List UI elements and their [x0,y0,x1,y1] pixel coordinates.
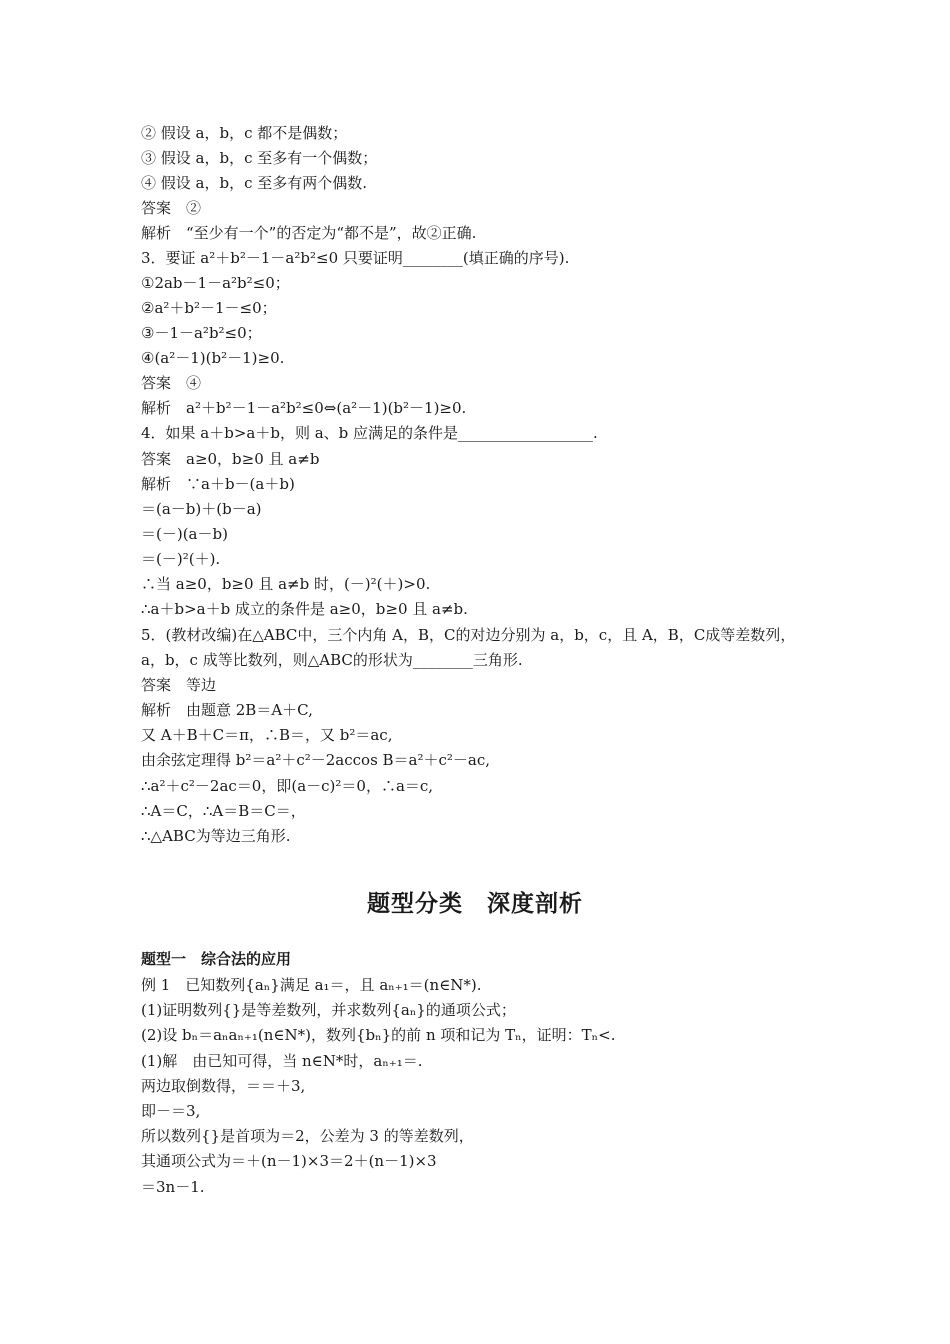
question-3: 3．要证 a²＋b²－1－a²b²≤0 只要证明________(填正确的序号). [141,249,570,267]
text-line: ④(a²－1)(b²－1)≥0. [141,349,285,367]
text-line: ∴当 a≥0，b≥0 且 a≠b 时，(－)²(＋)>0. [141,575,431,593]
analysis-line: 解析 a²＋b²－1－a²b²≤0⇔(a²－1)(b²－1)≥0. [141,399,467,417]
answer-line: 答案 a≥0，b≥0 且 a≠b [141,450,320,468]
text-line: (1)证明数列{}是等差数列，并求数列{aₙ}的通项公式； [141,1001,516,1019]
answer-line: 答案 ④ [141,374,202,392]
question-4: 4．如果 a＋b>a＋b，则 a、b 应满足的条件是__________________. [141,424,598,442]
text-line: ② 假设 a，b，c 都不是偶数； [141,124,348,142]
text-line: 两边取倒数得，＝＝＋3, [141,1077,306,1095]
text-line: (1)解 由已知可得，当 n∈N*时，aₙ₊₁＝. [141,1052,423,1070]
text-line: ＝3n－1. [141,1178,205,1196]
section-title: 题型分类 深度剖析 [367,891,583,917]
text-line: ∴a²＋c²－2ac＝0，即(a－c)²＝0，∴a＝c, [141,777,434,795]
text-line: ∴△ABC为等边三角形. [141,827,291,845]
text-line: ①2ab－1－a²b²≤0； [141,274,290,292]
text-line: ＝(a－b)＋(b－a) [141,500,262,518]
text-line: (2)设 bₙ＝aₙaₙ₊₁(n∈N*)，数列{bₙ}的前 n 项和记为 Tₙ，证明：Tₙ<. [141,1026,616,1044]
text-line: ③ 假设 a，b，c 至多有一个偶数； [141,149,378,167]
text-line: ②a²＋b²－1－≤0； [141,299,277,317]
text-line: ④ 假设 a，b，c 至多有两个偶数. [141,174,368,192]
answer-line: 答案 等边 [141,676,217,694]
text-line: 由余弦定理得 b²＝a²＋c²－2accos B＝a²＋c²－ac, [141,751,491,769]
text-line: a，b，c 成等比数列，则△ABC的形状为________三角形. [141,651,523,669]
text-line: 所以数列{}是首项为＝2，公差为 3 的等差数列， [141,1127,474,1145]
question-5: 5．(教材改编)在△ABC中，三个内角 A，B，C的对边分别为 a，b，c，且 A，B，C成等差数列， [141,626,796,644]
text-line: ∴a＋b>a＋b 成立的条件是 a≥0，b≥0 且 a≠b. [141,600,468,618]
answer-line: 答案 ② [141,199,202,217]
text-line: ∴A＝C，∴A＝B＝C＝， [141,802,306,820]
text-line: ＝(－)(a－b) [141,525,228,543]
text-line: 又 A＋B＋C＝π，∴B＝，又 b²＝ac, [141,726,393,744]
analysis-line: 解析 由题意 2B＝A＋C, [141,701,313,719]
analysis-line: 解析 ∵a＋b－(a＋b) [141,475,295,493]
subheading: 题型一 综合法的应用 [141,950,292,968]
example-1: 例 1 已知数列{aₙ}满足 a₁＝，且 aₙ₊₁＝(n∈N*). [141,976,482,994]
analysis-line: 解析 “至少有一个”的否定为“都不是”，故②正确. [141,224,477,242]
text-line: ③－1－a²b²≤0； [141,324,262,342]
text-line: ＝(－)²(＋). [141,550,221,568]
text-line: 其通项公式为＝＋(n－1)×3＝2＋(n－1)×3 [141,1152,437,1170]
text-line: 即－＝3, [141,1102,201,1120]
